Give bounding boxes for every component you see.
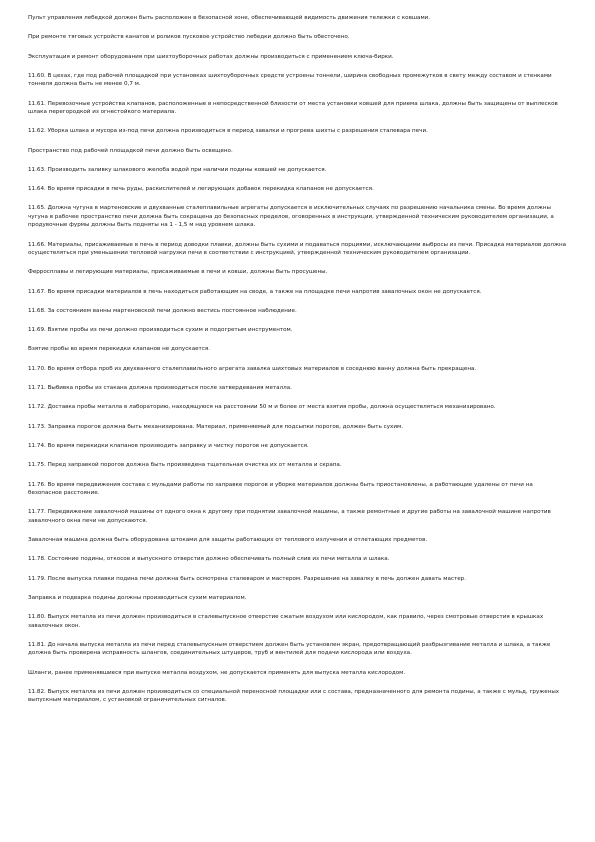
paragraph: 11.67. Во время присадки материалов в печь находиться работающим на своде, а также на площадке печи напротив завалочных окон не допускается. <box>28 288 482 295</box>
paragraph: Ферросплавы и легирующие материалы, присаживаемые в печи и ковши, должны быть просушены. <box>28 269 328 276</box>
paragraph: 11.82. Выпуск металла из печи должен производиться со специальной переносной площадки или с состава, предназначенного для ремонта подины, а также с мульд, груженых выпускным материалом, с установкой ограничительных сигналов. <box>28 688 560 704</box>
paragraph: Заправка и подварка подины должны производиться сухим материалом. <box>28 594 247 601</box>
paragraph: 11.76. Во время передвижения состава с мульдами работы по заправке порогов и уборке материалов должны быть приостановлены, а работающие удалены от печи на безопасное расстояние. <box>28 481 533 496</box>
paragraph: 11.61. Перевозочные устройства клапанов, расположенные в непосредственной близости от места установки ковшей для приема шлака, должны быть защищены от выплесков шлака перегородкой из огнестойкого материала. <box>28 100 558 115</box>
paragraph: Завалочная машина должна быть оборудована штоками для защиты работающих от теплового излучения и отлетающих предметов. <box>28 536 428 543</box>
paragraph: 11.70. Во время отбора проб из двухванного сталеплавильного агрегата завалка шихтовых материалов в соседнюю ванну должна быть прекращена. <box>28 365 477 372</box>
paragraph: 11.60. В цехах, где под рабочей площадкой при установках шихтоуборочных средств устроены тоннели, ширина свободных промежутков в свету между составом и стенками тоннеля должна быть не менее 0,7 м. <box>28 72 552 88</box>
paragraph: Взятие пробы во время перекидки клапанов не допускается. <box>28 346 211 353</box>
paragraph: Пространство под рабочей площадкой печи должно быть освещено. <box>28 147 233 154</box>
paragraph: 11.63. Производить заливку шлакового желоба водой при наличии подины ковшей не допускается. <box>28 166 327 173</box>
paragraph: 11.72. Доставка пробы металла в лабораторию, находящуюся на расстоянии 50 м и более от места взятия пробы, должна осуществляться механизировано. <box>28 404 496 411</box>
paragraph: Пульт управления лебедкой должен быть расположен в безопасной зоне, обеспечивающей видимость движения тележки с ковшами. <box>28 15 431 21</box>
paragraph: 11.71. Выбивка пробы из стакана должна производиться после затвердевания металла. <box>28 385 292 392</box>
paragraph: 11.66. Материалы, присаживаемые в печь в период доводки плавки, должны быть сухими и подаваться порциями, исключающими выбросы из печи. Присадка материалов должна осуществляться при уменьшении тепловой нагрузки печи в соответствии с инструкцией, утвержденной техническим руководителем организации. <box>28 241 567 256</box>
paragraph: 11.77. Передвижение завалочной машины от одного окна к другому при поднятии завалочной машины, а также ремонтные и другие работы на завалочной машине напротив завалочного окна печи не допускаются. <box>28 509 551 524</box>
paragraph: Эксплуатация и ремонт оборудования при шихтоуборочных работах должны производиться с применением ключа-бирки. <box>28 53 394 60</box>
paragraph: Шланги, ранее применявшиеся при выпуске металла воздухом, не допускается применять для выпуска металла кислородом. <box>28 669 406 676</box>
paragraph: 11.78. Состояние подины, откосов и выпускного отверстия должно обеспечивать полный слив из печи металла и шлака. <box>28 556 390 563</box>
paragraph: 11.69. Взятие пробы из печи должно производиться сухим и подогретым инструментом. <box>28 327 293 334</box>
document-page <box>28 14 568 716</box>
paragraph: 11.62. Уборка шлака и мусора из-под печи должна производиться в период завалки и прогрева шихты с разрешения сталевара печи. <box>28 128 428 135</box>
paragraph: При ремонте тяговых устройств канатов и роликов пусковое устройство лебедки должно быть обесточено. <box>28 34 350 41</box>
paragraph: 11.73. Заправка порогов должна быть механизирована. Материал, применяемый для подсыпки порогов, должен быть сухим. <box>28 423 403 430</box>
paragraph: 11.74. Во время перекидки клапанов производить заправку и чистку порогов не допускается. <box>28 442 309 449</box>
paragraph: 11.79. После выпуска плавки подина печи должна быть осмотрена сталеваром и мастером. Разрешение на завалку в печь должен давать мастер. <box>28 575 467 582</box>
paragraph: 11.75. Перед заправкой порогов должна быть произведена тщательная очистка их от металла и скрапа. <box>28 462 342 469</box>
paragraph: 11.68. За состоянием ванны мартеновской печи должно вестись постоянное наблюдение. <box>28 307 297 314</box>
paragraph: 11.80. Выпуск металла из печи должен производиться в сталевыпускное отверстие сжатым воздухом или кислородом, как правило, через смотровые отверстия в крышках завалочных окон. <box>28 614 544 629</box>
paragraph: 11.65. Должна чугуна в мартеновские и двухванные сталеплавильные агрегаты допускается в исключительных случаях по разрешению начальника смены. Во время должны чугуна в рабочее пространство печи должна быть сокращена до безопасных пределов, оговоренных в инструкции, утвержденной техническим руководителем организации, а продувочные фурмы должны быть подняты на 1 - 1,5 м над уровнем шлака. <box>28 205 554 229</box>
paragraph: 11.81. До начала выпуска металла из печи перед сталевыпускным отверстием должен быть установлен экран, предотвращающий разбрызгивание металла и шлака, а также должна быть проверена исправность шлангов, соединительных штуцеров, труб и вентилей для подачи кислорода или воздуха. <box>28 641 551 657</box>
paragraph: 11.64. Во время присадки в печь руды, раскислителей и легирующих добавок перекидка клапанов не допускается. <box>28 186 374 193</box>
